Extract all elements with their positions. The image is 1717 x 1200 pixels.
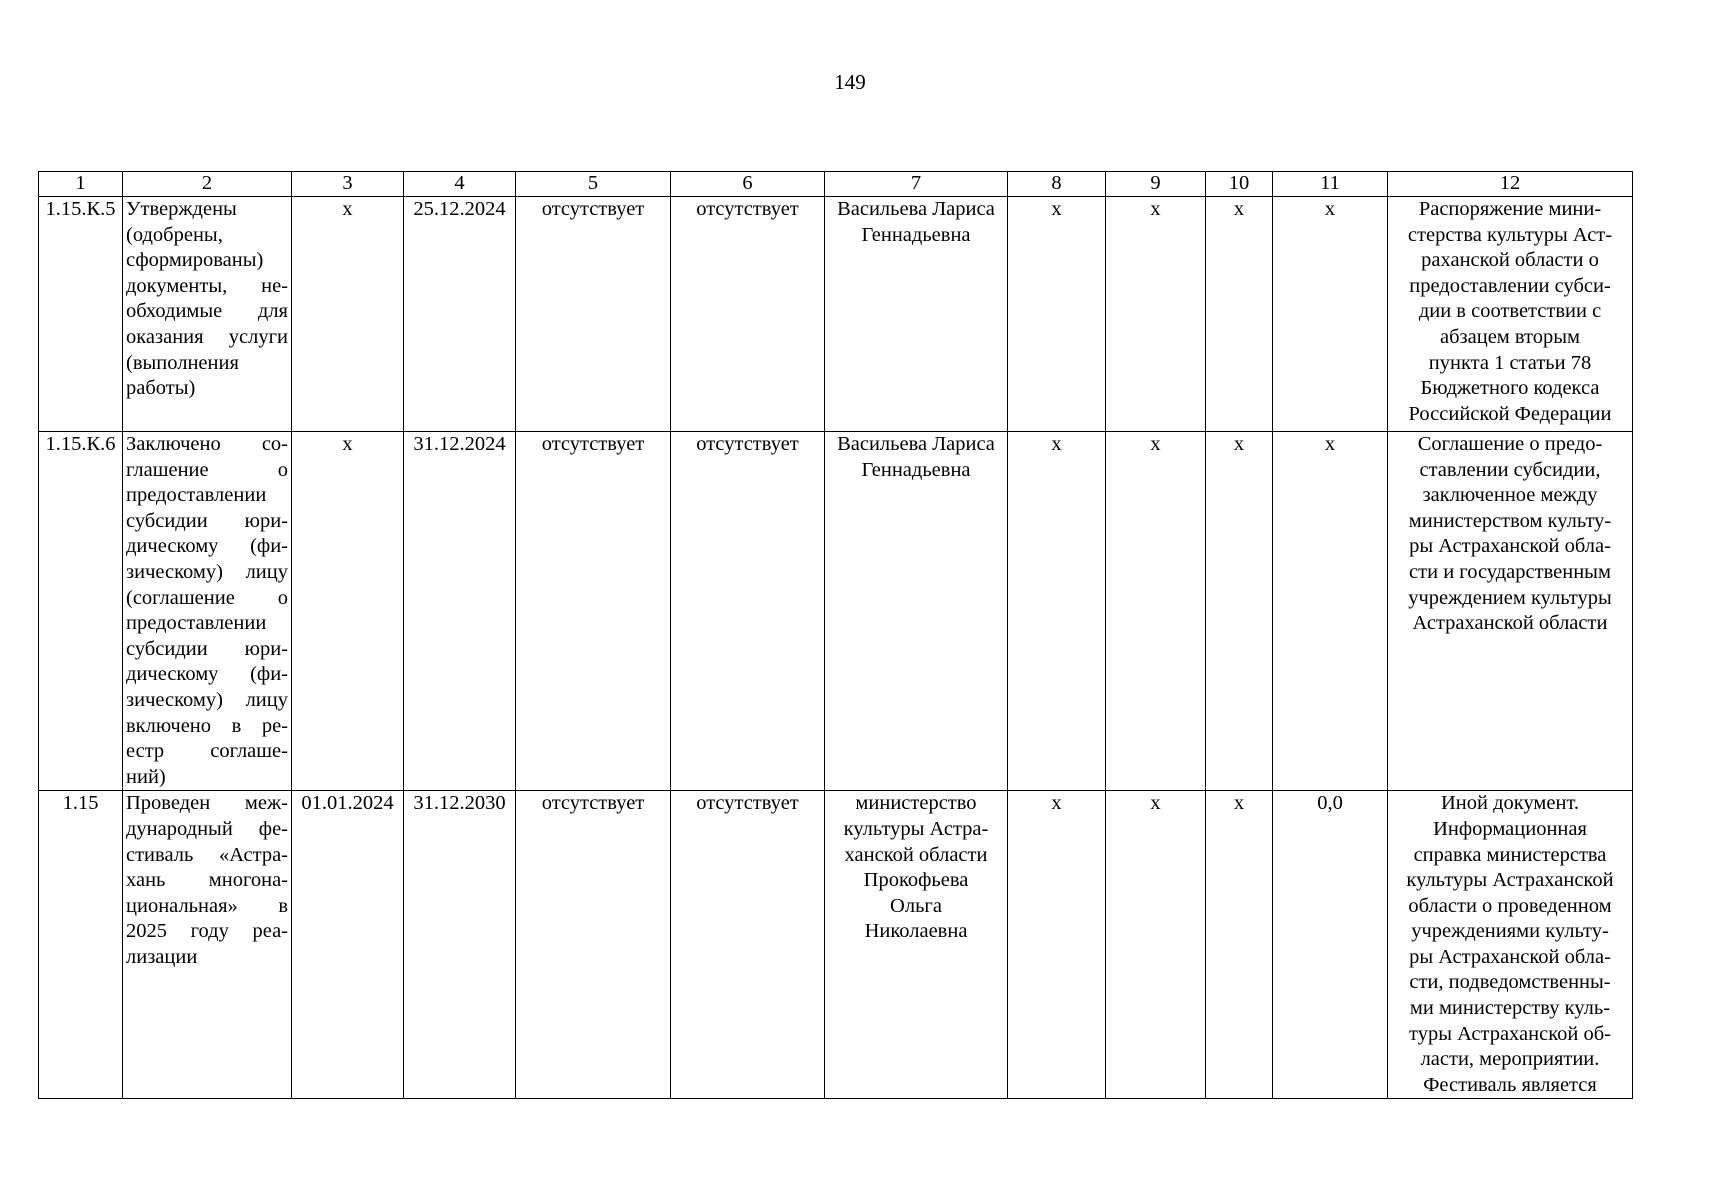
cell-col10: x	[1206, 197, 1273, 432]
cell-col10: x	[1206, 791, 1273, 1099]
cell-document-line: справка министерства	[1413, 843, 1607, 866]
cell-document-line: ласти, мероприятии.	[1420, 1048, 1600, 1071]
cell-col5: отсутствует	[516, 432, 671, 791]
cell-responsible-line: Ольга	[890, 894, 942, 917]
column-header: 3	[292, 172, 404, 197]
column-header: 6	[671, 172, 825, 197]
cell-document-line: дии в соответствии с	[1418, 300, 1602, 323]
column-header: 12	[1388, 172, 1633, 197]
column-header: 7	[825, 172, 1008, 197]
column-header: 5	[516, 172, 671, 197]
cell-document-line: Российской Федерации	[1408, 402, 1612, 425]
cell-document-line: абзацем вторым	[1440, 325, 1580, 348]
table-row	[39, 432, 1633, 791]
column-header: 1	[39, 172, 123, 197]
cell-col6: отсутствует	[671, 791, 825, 1099]
column-header: 10	[1206, 172, 1273, 197]
column-header: 2	[123, 172, 292, 197]
cell-name-line: лизации	[126, 945, 198, 968]
cell-responsible-line: Прокофьева	[863, 869, 969, 892]
cell-name	[123, 197, 292, 432]
cell-name-line: сформированы)	[126, 249, 264, 272]
cell-col8: x	[1008, 791, 1106, 1099]
cell-responsible-line: Геннадьевна	[861, 458, 971, 481]
cell-document-line: заключенное между	[1422, 484, 1598, 507]
cell-col9: x	[1106, 791, 1206, 1099]
column-header: 8	[1008, 172, 1106, 197]
cell-start-date: 01.01.2024	[292, 791, 404, 1099]
cell-responsible-line: Геннадьевна	[861, 223, 971, 246]
cell-document-line: пункта 1 статьи 78	[1428, 351, 1592, 374]
cell-col11: x	[1273, 432, 1388, 791]
cell-document-line: ми министерству куль-	[1409, 997, 1611, 1020]
cell-responsible-line: Николаевна	[864, 920, 968, 943]
cell-document-line: культуры Астраханской	[1406, 869, 1614, 892]
document-table	[38, 171, 1633, 1099]
cell-name-line: (одобрены,	[126, 223, 223, 246]
cell-name-line: ний)	[126, 765, 166, 788]
cell-col11: 0,0	[1273, 791, 1388, 1099]
cell-document-line: раханской области о	[1421, 249, 1599, 272]
cell-document-line: Соглашение о предо-	[1417, 433, 1603, 455]
cell-document-line: туры Астраханской об-	[1409, 1022, 1611, 1045]
cell-document-line: Бюджетного кодекса	[1420, 377, 1600, 400]
cell-responsible-line: министерство	[855, 792, 977, 815]
cell-id: 1.15	[39, 791, 123, 1099]
cell-col9: x	[1106, 432, 1206, 791]
table-row	[39, 791, 1633, 1099]
cell-responsible	[825, 432, 1008, 791]
cell-col6: отсутствует	[671, 197, 825, 432]
cell-responsible	[825, 197, 1008, 432]
cell-name-line: предоставлении	[126, 612, 267, 635]
cell-name-line: зическому) лицу	[126, 560, 288, 583]
cell-end-date: 31.12.2030	[404, 791, 516, 1099]
column-header: 11	[1273, 172, 1388, 197]
cell-name-line: субсидии юри-	[126, 509, 288, 532]
cell-name-line: хань многона-	[126, 869, 288, 892]
cell-responsible	[825, 791, 1008, 1099]
cell-col9: x	[1106, 197, 1206, 432]
cell-start-date: x	[292, 432, 404, 791]
cell-name-line: предоставлении	[126, 484, 267, 507]
page-number: 149	[834, 70, 866, 94]
cell-col10: x	[1206, 432, 1273, 791]
cell-name-line: включено в ре-	[126, 714, 288, 737]
cell-col5: отсутствует	[516, 791, 671, 1099]
cell-document-line: стерства культуры Аст-	[1407, 223, 1613, 246]
cell-document	[1388, 791, 1633, 1099]
cell-name	[123, 432, 292, 791]
cell-name-line: глашение о	[126, 458, 288, 481]
cell-document-line: учреждением культуры	[1408, 586, 1612, 609]
cell-document-line: Информационная	[1433, 817, 1587, 840]
cell-name-line: (соглашение о	[126, 586, 288, 609]
cell-responsible-line: ханской области	[844, 843, 988, 866]
cell-name-line: Утверждены	[126, 198, 237, 220]
cell-responsible-line: Васильева Лариса	[837, 433, 995, 455]
cell-document-line: Астраханской области	[1412, 612, 1608, 635]
cell-document	[1388, 432, 1633, 791]
table-row	[39, 197, 1633, 432]
cell-document-line: предоставлении субси-	[1409, 274, 1611, 297]
cell-id: 1.15.К.5	[39, 197, 123, 432]
cell-document-line: ры Астраханской обла-	[1409, 535, 1611, 558]
cell-document-line: сти и государственным	[1409, 560, 1611, 583]
cell-name-line: стиваль «Астра-	[126, 843, 288, 866]
cell-start-date: x	[292, 197, 404, 432]
cell-end-date: 31.12.2024	[404, 432, 516, 791]
cell-name	[123, 791, 292, 1099]
cell-responsible-line: культуры Астра-	[843, 817, 989, 840]
table-header-row	[39, 172, 1633, 197]
cell-document-line: сти, подведомственны-	[1409, 971, 1611, 994]
cell-document-line: Иной документ.	[1440, 792, 1580, 815]
cell-document-line: ры Астраханской обла-	[1409, 945, 1611, 968]
cell-name-line: обходимые для	[126, 300, 288, 323]
cell-name-line: дическому (фи-	[126, 663, 288, 686]
cell-document-line: области о проведенном	[1408, 894, 1612, 917]
cell-name-line: документы, не-	[126, 274, 288, 297]
cell-col11: x	[1273, 197, 1388, 432]
cell-name-line: 2025 году реа-	[126, 920, 288, 943]
cell-col8: x	[1008, 432, 1106, 791]
cell-document-line: министерством культу-	[1408, 509, 1612, 532]
cell-name-line: (выполнения	[126, 351, 239, 374]
cell-name-line: работы)	[126, 377, 196, 400]
cell-document-line: ставлении субсидии,	[1419, 458, 1601, 481]
cell-name-line: субсидии юри-	[126, 637, 288, 660]
cell-end-date: 25.12.2024	[404, 197, 516, 432]
column-header: 9	[1106, 172, 1206, 197]
cell-col8: x	[1008, 197, 1106, 432]
cell-name-line: циональная» в	[126, 894, 288, 917]
cell-document-line: Фестиваль является	[1423, 1073, 1597, 1096]
cell-responsible-line: Васильева Лариса	[837, 198, 995, 220]
cell-id: 1.15.К.6	[39, 432, 123, 791]
cell-name-line: Проведен меж-	[126, 792, 288, 815]
cell-name-line: зическому) лицу	[126, 688, 288, 711]
cell-name-line: естр соглаше-	[126, 740, 288, 763]
cell-name-line: Заключено со-	[126, 433, 288, 455]
cell-col5: отсутствует	[516, 197, 671, 432]
cell-col6: отсутствует	[671, 432, 825, 791]
cell-name-line: дическому (фи-	[126, 535, 288, 558]
cell-name-line: оказания услуги	[126, 325, 288, 348]
cell-document	[1388, 197, 1633, 432]
cell-document-line: учреждениями культу-	[1411, 920, 1609, 943]
cell-document-line: Распоряжение мини-	[1418, 198, 1602, 220]
cell-name-line: дународный фе-	[126, 817, 288, 840]
column-header: 4	[404, 172, 516, 197]
